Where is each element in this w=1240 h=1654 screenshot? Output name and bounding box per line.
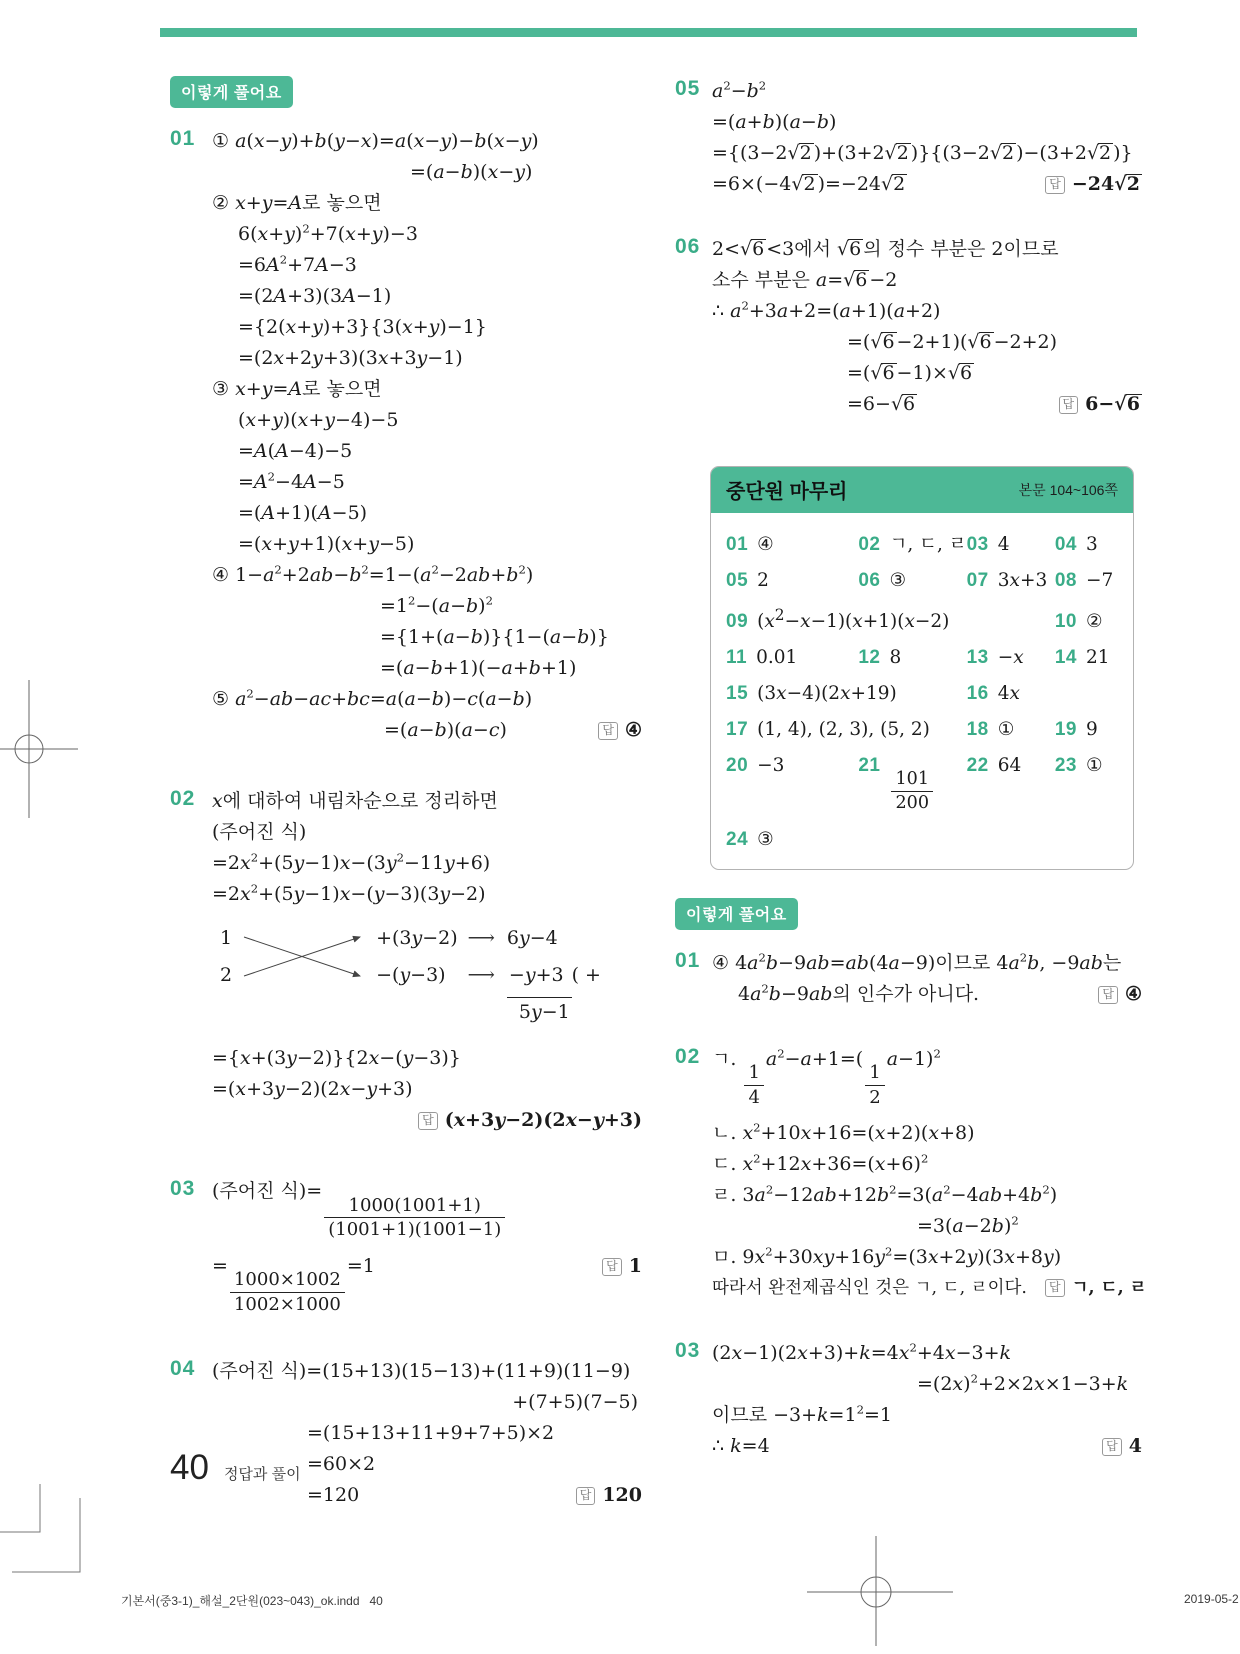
factor-label: 2 (220, 964, 233, 986)
answer-key-item (967, 534, 1055, 556)
answer-key-number: 04 (1054, 534, 1077, 555)
answer-key-number: 12 (858, 647, 881, 669)
answer-key-value: ④ (757, 534, 774, 555)
answer-key-item (726, 719, 967, 741)
page-number: 40 (170, 1448, 209, 1487)
solution-expression: ④ $4a^2b-9ab=ab(4a-9)$이므로 $4a^2b$, −9ab는 (712, 950, 1122, 974)
answer-key-item (1055, 719, 1127, 741)
answer-badge: 답 (1045, 176, 1065, 194)
answer-key-item (1055, 647, 1127, 669)
answer-key-number: 23 (1054, 755, 1077, 777)
solution-line (212, 560, 642, 591)
problem-number: 01 (675, 948, 701, 972)
problem-lines (712, 234, 1142, 420)
answer-key-value: ① (1085, 755, 1103, 777)
solution-line (712, 234, 1142, 265)
solution-expression: =(a+b)(a−b) (712, 111, 837, 133)
answer-box-source: 본문 104~106쪽 (1018, 481, 1118, 498)
answer (580, 715, 642, 746)
answer-key-number: 16 (966, 683, 989, 705)
answer-value: ④ (624, 719, 642, 741)
solution-line (212, 817, 642, 848)
answer (1027, 169, 1142, 200)
answer-key-value: 64 (997, 755, 1022, 777)
answer-value: ④ (1124, 982, 1142, 1005)
answer-key-item (858, 570, 966, 592)
solution-line (712, 1118, 1142, 1149)
solution-line (712, 1242, 1142, 1273)
answer-key-value: 0.01 (756, 647, 798, 669)
solution-line (238, 312, 642, 343)
registration-mark-bottom (805, 1536, 955, 1648)
solve-badge: 이렇게 풀어요 (170, 76, 293, 108)
answer-key-item (726, 606, 1055, 633)
answer-badge: 답 (1045, 1279, 1065, 1297)
answer-key-value: 3 (1085, 534, 1098, 555)
answer (1041, 389, 1142, 420)
answer-key-number: 24 (726, 828, 749, 850)
solution-expression: $=1^2-(a-b)^2$ (380, 593, 493, 617)
answer-key-item (967, 683, 1127, 705)
solution-line (712, 169, 1142, 200)
answer-key-number: 09 (726, 611, 749, 633)
answer-key-number: 05 (726, 570, 749, 591)
solution-expression: ⑤ $a^2-ab-ac+bc=a(a-b)-c(a-b)$ (212, 686, 533, 710)
answer-key-value: (1, 4), (2, 3), (5, 2) (757, 719, 930, 741)
solution-expression: ={x+(3y−2)}{2x−(y−3)} (212, 1047, 461, 1069)
solution-line (212, 1074, 642, 1105)
registration-mark-left (0, 678, 84, 820)
cross-product-bottom: −y+3 ( + (507, 957, 601, 994)
solution-expression: (주어진 식) (212, 821, 307, 843)
problem-block (170, 126, 642, 746)
solution-line (712, 138, 1142, 169)
answer-badge: 답 (1059, 396, 1079, 414)
answer-key-number: 07 (966, 570, 989, 591)
answer-key-value: 4x (997, 683, 1020, 705)
solution-line (238, 343, 642, 374)
solution-line (712, 296, 1142, 327)
answer-key-number: 21 (858, 755, 881, 777)
solution-line (847, 327, 1142, 358)
solution-expression: =(x+3y−2)(2x−y+3) (212, 1078, 413, 1100)
problem-lines (212, 786, 642, 1136)
answer-key-value: ③ (889, 570, 907, 591)
solution-line (712, 1338, 1142, 1369)
solution-line (212, 1176, 642, 1241)
cross-arrows-graphic (232, 920, 376, 994)
cross-mid-terms (376, 920, 458, 994)
solution-expression: 따라서 완전제곱식인 것은 ㄱ, ㄷ, ㄹ이다. (712, 1278, 1027, 1299)
answer-key-value: ③ (757, 828, 774, 850)
solution-line (238, 250, 642, 281)
answer-key-number: 13 (966, 647, 989, 669)
solution-expression: (주어진 식)=(15+13)(15−13)+(11+9)(11−9) (212, 1359, 631, 1382)
answer-key-value: ② (1085, 611, 1103, 633)
problem-lines (712, 76, 1142, 200)
solution-expression: $=3(a-2b)^2$ (917, 1214, 1019, 1238)
arrow-glyph: ⟶ (467, 964, 495, 986)
problem-number: 02 (170, 787, 196, 810)
solution-line (212, 126, 642, 157)
answer-key-value: 2 (757, 570, 769, 591)
solution-expression: (주어진 식)= $\frac{1000(1001+1)}{(1001+1)(1001-1)}$ (212, 1176, 507, 1241)
answer-key-number: 08 (1054, 570, 1077, 591)
solution-expression: =(√6 −1)×√6 (847, 362, 973, 384)
solution-expression: ③ x+y=A로 놓으면 (212, 378, 382, 400)
solution-line (712, 1044, 1142, 1109)
solution-line (212, 1387, 642, 1418)
mid-term: −(y−3) (376, 964, 446, 986)
answer-key-value: 3x+3 (997, 570, 1048, 591)
solution-line (384, 715, 642, 746)
answer-key-number: 06 (858, 570, 881, 591)
answer-badge: 답 (602, 1258, 622, 1276)
crop-mark-corner (0, 1484, 110, 1580)
problem-number: 02 (675, 1044, 701, 1068)
solution-line (238, 405, 642, 436)
solution-line (307, 1480, 642, 1511)
answer-key-item (858, 530, 966, 556)
problem-lines (212, 1176, 642, 1316)
solution-line (238, 281, 642, 312)
solution-line (212, 684, 642, 715)
solution-line (712, 1149, 1142, 1180)
solution-line (712, 265, 1142, 296)
solution-line (738, 979, 1142, 1010)
solution-expression: $(2x-1)(2x+3)+k=4x^2+4x-3+k$ (712, 1341, 1012, 1365)
solution-expression: ④ $1-a^2+2ab-b^2=1-(a^2-2ab+b^2)$ (212, 562, 534, 586)
solution-expression: =A(A−4)−5 (238, 440, 353, 462)
solution-line (212, 374, 642, 405)
solution-expression: ∴ $a^2+3a+2=(a+1)(a+2)$ (712, 298, 941, 322)
answer-key-number: 17 (726, 719, 749, 741)
problem-lines (712, 1044, 1147, 1305)
solution-line (238, 436, 642, 467)
solution-line (307, 1449, 642, 1480)
answer-key-item (726, 647, 858, 669)
solution-expression: ㄴ. $x^2+10x+16=(x+2)(x+8)$ (712, 1121, 975, 1145)
solution-expression: =(a−b)(a−c) (384, 719, 507, 741)
page-number-block (170, 1448, 301, 1488)
solution-expression: $4a^2b-9ab$의 인수가 아니다. (738, 981, 980, 1005)
solution-line (847, 358, 1142, 389)
solution-line (307, 1418, 642, 1449)
solution-line (712, 1180, 1142, 1211)
solution-line (212, 188, 642, 219)
answer-key-item (967, 719, 1055, 741)
answer (1080, 979, 1142, 1010)
solution-expression: +(7+5)(7−5) (512, 1390, 638, 1413)
solution-expression: $=2x^2+(5y-1)x-(y-3)(3y-2)$ (212, 881, 486, 905)
left-problems (170, 126, 642, 1511)
answer-key-item (726, 755, 858, 777)
answer-key-number: 15 (726, 683, 749, 705)
cross-left-factors (220, 920, 232, 994)
answer-key-item (1055, 611, 1127, 633)
solution-line (712, 76, 1142, 107)
answer-key-item (967, 647, 1055, 669)
solution-expression: $=2x^2+(5y-1)x-(3y^2-11y+6)$ (212, 850, 491, 874)
answer (400, 1105, 642, 1136)
solution-line (712, 1431, 1142, 1462)
answer-key-row (726, 606, 1127, 633)
right-bottom-problems (675, 948, 1147, 1463)
answer-box-header (711, 467, 1133, 513)
solution-expression: =(a−b+1)(−a+b+1) (380, 657, 577, 679)
cross-result-arrows (468, 920, 495, 994)
solution-expression: =60×2 (307, 1452, 376, 1475)
solution-line (380, 653, 642, 684)
top-accent-bar (160, 28, 1137, 37)
left-column (170, 76, 642, 1551)
answer-badge: 답 (1102, 1438, 1122, 1456)
solution-expression: 2<√6 <3에서 √6 의 정수 부분은 2이므로 (712, 238, 1059, 260)
answer-key-item (726, 829, 858, 851)
solution-line (712, 1273, 1147, 1304)
solution-expression: =120 (307, 1483, 360, 1506)
answer-value: 120 (602, 1483, 642, 1506)
answer-key-row (726, 683, 1127, 705)
solution-expression: 소수 부분은 a=√6 −2 (712, 269, 898, 291)
answer-key-row (726, 647, 1127, 669)
imprint-date: 2019-05-2 (1184, 1592, 1239, 1606)
answer-badge: 답 (576, 1487, 596, 1505)
solution-expression: ㄹ. $3a^2-12ab+12b^2=3(a^2-4ab+4b^2)$ (712, 1183, 1058, 1207)
answer-badge: 답 (598, 722, 618, 740)
solution-line (380, 591, 642, 622)
cross-multiplication-diagram (220, 920, 642, 1031)
problem-number: 03 (675, 1339, 701, 1363)
solution-expression: =(A+1)(A−5) (238, 502, 368, 524)
answer-key-value: 9 (1085, 719, 1098, 741)
problem-number: 06 (675, 235, 701, 258)
answer-key-item (967, 755, 1055, 777)
solution-line (238, 498, 642, 529)
answer-key-row (726, 570, 1127, 592)
problem-block (675, 234, 1142, 420)
answer-key-number: 14 (1054, 647, 1077, 669)
answer-key-row (726, 719, 1127, 741)
answer-key-item (726, 683, 967, 705)
solution-expression: =(15+13+11+9+7+5)×2 (307, 1421, 555, 1444)
problem-lines (212, 126, 642, 746)
solution-expression: =(2x+2y+3)(3x+3y−1) (238, 347, 463, 369)
answer-key-value: (3x−4)(2x+19) (757, 683, 897, 705)
answer-badge: 답 (1098, 986, 1118, 1004)
answer-key-item (1055, 755, 1127, 777)
answer-key-number: 03 (966, 534, 989, 555)
solution-line (238, 529, 642, 560)
solution-line (917, 1369, 1142, 1400)
answer-key-row (726, 530, 1127, 556)
solution-expression: ② x+y=A로 놓으면 (212, 192, 382, 214)
answer-key-number: 19 (1054, 719, 1077, 741)
answer-box-title: 중단원 마무리 (726, 481, 848, 503)
problem-block (675, 1338, 1142, 1462)
answer-key-number: 10 (1054, 611, 1077, 633)
answer-key-value: −3 (757, 755, 785, 777)
problem-block (675, 1044, 1147, 1305)
answer-key-item (967, 570, 1055, 592)
answer-value: −24√2 (1071, 173, 1140, 195)
solution-expression: =6−√6 (847, 393, 916, 415)
answer-key-item (726, 534, 858, 556)
answer-key-number: 02 (858, 534, 881, 555)
answer-key-number: 11 (726, 647, 748, 669)
solution-line (212, 1043, 642, 1074)
cross-products (507, 920, 601, 1031)
solution-expression: $=A^2-4A-5$ (238, 469, 345, 493)
solution-line (212, 1251, 642, 1316)
answer-key-item (1055, 534, 1127, 556)
solution-expression: ={1+(a−b)}{1−(a−b)} (380, 626, 609, 648)
problem-number: 03 (170, 1177, 196, 1200)
answer-key-item (1055, 570, 1127, 592)
answer-key-value: $\frac{101}{200}$ (889, 755, 935, 814)
solution-line (380, 622, 642, 653)
solution-expression: = $\frac{1000\times 1002}{1002\times 1000}$ =1 (212, 1254, 375, 1316)
solution-line (212, 1356, 642, 1387)
mid-term: +(3y−2) (376, 927, 458, 949)
right-top-problems (675, 76, 1142, 420)
cross-product-top: 6y−4 (506, 927, 558, 949)
solution-expression: ㄷ. $x^2+12x+36=(x+6)^2$ (712, 1152, 929, 1176)
answer (558, 1480, 642, 1511)
answer-box-body (711, 513, 1133, 869)
solution-expression: =(2A+3)(3A−1) (238, 285, 392, 307)
answer-badge: 답 (418, 1112, 438, 1130)
answer-key-row (726, 755, 1127, 814)
problem-block (170, 786, 642, 1136)
solution-expression: ={(3−2√2 )+(3+2√2 )}{(3−2√2 )−(3+2√2 )} (712, 142, 1133, 164)
solution-line (917, 1211, 1142, 1242)
solution-expression: $a^2-b^2$ (712, 78, 767, 102)
answer-value: 4 (1128, 1435, 1142, 1458)
solution-line (847, 389, 1142, 420)
solution-line (712, 107, 1142, 138)
answer-key-value: $(x^2-x-1)(x+1)(x-2)$ (757, 606, 950, 633)
answer-value: 6−√6 (1085, 393, 1140, 415)
solution-expression: =(a−b)(x−y) (410, 161, 533, 183)
solution-expression: =(√6 −2+1)(√6 −2+2) (847, 331, 1058, 353)
solution-line (212, 848, 642, 879)
solution-expression: $=6A^2+7A-3$ (238, 252, 357, 276)
solve-badge-2: 이렇게 풀어요 (675, 898, 798, 930)
solution-expression: ㄱ. $\frac{1}{4}$ $a^2-a+1=$( $\frac{1}{2}$ a−1)$^2$ (712, 1046, 941, 1108)
answer-value: (x+3y−2)(2x−y+3) (444, 1109, 642, 1131)
solution-expression: x에 대하여 내림차순으로 정리하면 (212, 790, 498, 812)
page-number-label: 정답과 풀이 (223, 1466, 301, 1483)
problem-lines (712, 948, 1142, 1010)
answer-key-item (858, 755, 966, 814)
solution-line (712, 948, 1142, 979)
answer (1084, 1431, 1142, 1462)
solution-line (712, 1400, 1142, 1431)
answer (1027, 1273, 1147, 1304)
problem-number: 01 (170, 127, 196, 150)
solution-expression: $6(x+y)^2+7(x+y)-3$ (238, 221, 418, 245)
problem-lines (712, 1338, 1142, 1462)
arrow-glyph: ⟶ (467, 927, 495, 949)
solve-badge-wrap (170, 76, 642, 108)
answer-value: ㄱ, ㄷ, ㄹ (1071, 1278, 1147, 1299)
answer-key-value: ㄱ, ㄷ, ㄹ (889, 534, 967, 555)
solution-line (238, 467, 642, 498)
solve-badge-wrap-2 (675, 898, 1142, 930)
solution-expression: 이므로 $-3+k=1^2=1$ (712, 1403, 892, 1427)
problem-number: 05 (675, 77, 701, 100)
solution-expression: $=(2x)^2+2\times 2x\times 1-3+k$ (917, 1372, 1129, 1396)
imprint-filename: 기본서(중3-1)_해설_2단원(023~043)_ok.indd 40 (121, 1594, 383, 1608)
answer-box (710, 466, 1134, 870)
answer-key-number: 01 (726, 534, 749, 555)
solution-line (410, 157, 642, 188)
problem-block (675, 948, 1142, 1010)
right-column (675, 76, 1147, 1496)
solution-expression: ∴ k=4 (712, 1435, 770, 1458)
solution-expression: (x+y)(x+y−4)−5 (238, 409, 399, 431)
solution-line (238, 219, 642, 250)
solution-line (212, 786, 642, 817)
answer-key-item (858, 647, 966, 669)
answer-key-value: −7 (1085, 570, 1114, 591)
problem-number: 04 (170, 1356, 196, 1380)
answer-key-value: 21 (1085, 647, 1110, 669)
solution-expression: =6×(−4√2 )=−24√2 (712, 173, 906, 195)
problem-block (675, 76, 1142, 200)
answer-key-item (726, 570, 858, 592)
answer (584, 1251, 642, 1282)
solution-expression: ㅁ. $9x^2+30xy+16y^2=(3x+2y)(3x+8y)$ (712, 1245, 1062, 1269)
answer-key-value: 8 (889, 647, 902, 669)
solution-expression: =(x+y+1)(x+y−5) (238, 533, 415, 555)
solution-line (212, 1105, 642, 1136)
solution-expression: ① a(x−y)+b(y−x)=a(x−y)−b(x−y) (212, 130, 539, 152)
answer-key-number: 18 (966, 719, 989, 741)
answer-key-number: 22 (966, 755, 989, 777)
factor-label: 1 (220, 927, 233, 949)
problem-block (170, 1176, 642, 1316)
answer-key-row (726, 829, 1127, 851)
answer-value: 1 (628, 1254, 642, 1277)
answer-key-number: 20 (726, 755, 749, 777)
cross-sum: 5y−1 (518, 1001, 570, 1023)
answer-key-value: ① (997, 719, 1015, 741)
solution-line (212, 879, 642, 910)
answer-key-value: 4 (997, 534, 1010, 555)
solution-expression: ={2(x+y)+3}{3(x+y)−1} (238, 316, 487, 338)
answer-key-value: −x (997, 647, 1024, 669)
